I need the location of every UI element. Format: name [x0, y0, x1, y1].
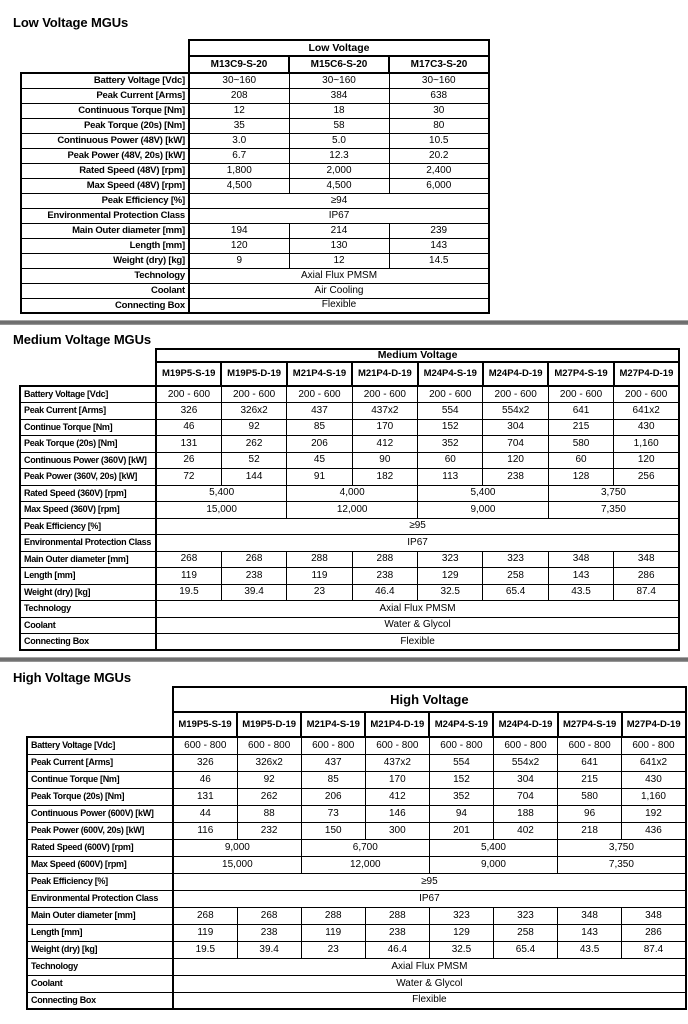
- merged-value-cell: 5,400: [156, 485, 287, 502]
- model-column-header: M19P5-S-19: [173, 712, 237, 737]
- model-column-header: M24P4-D-19: [483, 362, 548, 386]
- row-label: Rated Speed (48V) [rpm]: [21, 163, 189, 178]
- value-cell: 348: [622, 907, 686, 924]
- value-cell: 129: [418, 568, 483, 585]
- value-cell: 268: [221, 551, 286, 568]
- value-cell: 238: [483, 469, 548, 486]
- value-cell: 704: [493, 788, 557, 805]
- row-label: Weight (dry) [kg]: [27, 941, 173, 958]
- value-cell: 92: [237, 771, 301, 788]
- value-cell: 19.5: [173, 941, 237, 958]
- value-cell: 152: [418, 419, 483, 436]
- value-cell: 641: [558, 754, 622, 771]
- model-column-header: M24P4-S-19: [418, 362, 483, 386]
- value-cell: 1,160: [622, 788, 686, 805]
- model-column-header: M27P4-D-19: [622, 712, 686, 737]
- row-label: Max Speed (600V) [rpm]: [27, 856, 173, 873]
- value-cell: 215: [548, 419, 613, 436]
- value-cell: 113: [418, 469, 483, 486]
- merged-value-cell: 9,000: [418, 502, 549, 519]
- value-cell: 258: [493, 924, 557, 941]
- row-label: Continue Torque [Nm]: [27, 771, 173, 788]
- value-cell: 258: [483, 568, 548, 585]
- value-cell: 208: [189, 88, 289, 103]
- row-label: Connecting Box: [21, 298, 189, 313]
- row-label: Peak Current [Arms]: [20, 403, 156, 420]
- value-cell: 256: [614, 469, 679, 486]
- merged-value-cell: 15,000: [173, 856, 301, 873]
- value-cell: 268: [237, 907, 301, 924]
- row-label: Continuous Power (360V) [kW]: [20, 452, 156, 469]
- merged-value-cell: 7,350: [548, 502, 679, 519]
- model-column-header: M24P4-D-19: [493, 712, 557, 737]
- value-cell: 87.4: [614, 584, 679, 601]
- value-cell: 554x2: [483, 403, 548, 420]
- spanning-value-cell: Air Cooling: [189, 283, 489, 298]
- spanning-value-cell: Axial Flux PMSM: [173, 958, 686, 975]
- value-cell: 120: [189, 238, 289, 253]
- model-column-header: M27P4-S-19: [548, 362, 613, 386]
- model-column-header: M19P5-S-19: [156, 362, 221, 386]
- spanning-value-cell: ≥95: [173, 873, 686, 890]
- value-cell: 238: [365, 924, 429, 941]
- value-cell: 288: [301, 907, 365, 924]
- row-label: Environmental Protection Class: [20, 535, 156, 552]
- row-label: Peak Torque (20s) [Nm]: [27, 788, 173, 805]
- value-cell: 43.5: [548, 584, 613, 601]
- value-cell: 46: [173, 771, 237, 788]
- value-cell: 65.4: [483, 584, 548, 601]
- spanning-value-cell: Flexible: [173, 992, 686, 1009]
- value-cell: 120: [483, 452, 548, 469]
- row-label: Rated Speed (360V) [rpm]: [20, 485, 156, 502]
- value-cell: 304: [483, 419, 548, 436]
- value-cell: 600 - 800: [301, 737, 365, 754]
- value-cell: 214: [289, 223, 389, 238]
- value-cell: 60: [548, 452, 613, 469]
- value-cell: 35: [189, 118, 289, 133]
- value-cell: 150: [301, 822, 365, 839]
- value-cell: 92: [221, 419, 286, 436]
- row-label: Main Outer diameter [mm]: [27, 907, 173, 924]
- value-cell: 80: [389, 118, 489, 133]
- row-label: Length [mm]: [27, 924, 173, 941]
- row-label: Connecting Box: [20, 634, 156, 651]
- value-cell: 194: [189, 223, 289, 238]
- value-cell: 182: [352, 469, 417, 486]
- value-cell: 20.2: [389, 148, 489, 163]
- value-cell: 73: [301, 805, 365, 822]
- row-label: Peak Current [Arms]: [27, 754, 173, 771]
- value-cell: 437x2: [365, 754, 429, 771]
- spanning-value-cell: Flexible: [189, 298, 489, 313]
- value-cell: 430: [614, 419, 679, 436]
- row-label: Main Outer diameter [mm]: [21, 223, 189, 238]
- value-cell: 384: [289, 88, 389, 103]
- spanning-value-cell: IP67: [189, 208, 489, 223]
- value-cell: 704: [483, 436, 548, 453]
- value-cell: 60: [418, 452, 483, 469]
- row-label: Peak Efficiency [%]: [21, 193, 189, 208]
- row-label: Peak Efficiency [%]: [20, 518, 156, 535]
- value-cell: 326x2: [221, 403, 286, 420]
- merged-value-cell: 3,750: [558, 839, 686, 856]
- value-cell: 200 - 600: [352, 386, 417, 403]
- value-cell: 580: [558, 788, 622, 805]
- spanning-value-cell: Water & Glycol: [173, 975, 686, 992]
- value-cell: 412: [365, 788, 429, 805]
- value-cell: 286: [622, 924, 686, 941]
- row-label: Coolant: [27, 975, 173, 992]
- value-cell: 437x2: [352, 403, 417, 420]
- value-cell: 238: [221, 568, 286, 585]
- section-high-voltage: [0, 662, 688, 1010]
- value-cell: 215: [558, 771, 622, 788]
- spanning-value-cell: ≥94: [189, 193, 489, 208]
- value-cell: 96: [558, 805, 622, 822]
- value-cell: 39.4: [237, 941, 301, 958]
- value-cell: 43.5: [558, 941, 622, 958]
- merged-value-cell: 9,000: [429, 856, 557, 873]
- high-voltage-spec-table: [26, 686, 687, 1010]
- value-cell: 26: [156, 452, 221, 469]
- value-cell: 218: [558, 822, 622, 839]
- value-cell: 238: [237, 924, 301, 941]
- row-label: Environmental Protection Class: [21, 208, 189, 223]
- value-cell: 554: [418, 403, 483, 420]
- model-column-header: M19P5-D-19: [221, 362, 286, 386]
- spanning-value-cell: IP67: [173, 890, 686, 907]
- value-cell: 600 - 800: [493, 737, 557, 754]
- value-cell: 85: [301, 771, 365, 788]
- value-cell: 600 - 800: [365, 737, 429, 754]
- value-cell: 323: [418, 551, 483, 568]
- spanning-value-cell: Axial Flux PMSM: [189, 268, 489, 283]
- value-cell: 130: [289, 238, 389, 253]
- value-cell: 30~160: [289, 73, 389, 88]
- value-cell: 600 - 800: [237, 737, 301, 754]
- model-column-header: M21P4-S-19: [287, 362, 352, 386]
- value-cell: 554x2: [493, 754, 557, 771]
- value-cell: 348: [614, 551, 679, 568]
- value-cell: 12.3: [289, 148, 389, 163]
- value-cell: 119: [287, 568, 352, 585]
- model-column-header: M13C9-S-20: [189, 56, 289, 73]
- row-label: Continue Torque [Nm]: [20, 419, 156, 436]
- merged-value-cell: 5,400: [418, 485, 549, 502]
- value-cell: 200 - 600: [287, 386, 352, 403]
- value-cell: 119: [173, 924, 237, 941]
- value-cell: 65.4: [493, 941, 557, 958]
- row-label: Environmental Protection Class: [27, 890, 173, 907]
- value-cell: 200 - 600: [483, 386, 548, 403]
- value-cell: 323: [483, 551, 548, 568]
- row-label: Max Speed (360V) [rpm]: [20, 502, 156, 519]
- merged-value-cell: 5,400: [429, 839, 557, 856]
- row-label: Main Outer diameter [mm]: [20, 551, 156, 568]
- value-cell: 90: [352, 452, 417, 469]
- value-cell: 119: [156, 568, 221, 585]
- value-cell: 323: [493, 907, 557, 924]
- value-cell: 144: [221, 469, 286, 486]
- spanning-value-cell: Water & Glycol: [156, 617, 679, 634]
- value-cell: 412: [352, 436, 417, 453]
- value-cell: 352: [418, 436, 483, 453]
- value-cell: 326: [156, 403, 221, 420]
- value-cell: 44: [173, 805, 237, 822]
- value-cell: 46.4: [365, 941, 429, 958]
- row-label: Battery Voltage [Vdc]: [20, 386, 156, 403]
- value-cell: 46: [156, 419, 221, 436]
- value-cell: 348: [548, 551, 613, 568]
- value-cell: 120: [614, 452, 679, 469]
- value-cell: 352: [429, 788, 493, 805]
- value-cell: 23: [301, 941, 365, 958]
- value-cell: 30~160: [189, 73, 289, 88]
- value-cell: 12: [189, 103, 289, 118]
- model-column-header: M19P5-D-19: [237, 712, 301, 737]
- model-column-header: M17C3-S-20: [389, 56, 489, 73]
- row-label: Battery Voltage [Vdc]: [21, 73, 189, 88]
- value-cell: 30: [389, 103, 489, 118]
- merged-value-cell: 4,000: [287, 485, 418, 502]
- row-label: Peak Power (360V, 20s) [kW]: [20, 469, 156, 486]
- value-cell: 85: [287, 419, 352, 436]
- merged-value-cell: 7,350: [558, 856, 686, 873]
- row-label: Length [mm]: [20, 568, 156, 585]
- value-cell: 600 - 800: [429, 737, 493, 754]
- medium-voltage-spec-table: [19, 348, 680, 651]
- value-cell: 206: [301, 788, 365, 805]
- low-voltage-section-title: Low Voltage MGUs: [13, 15, 129, 30]
- value-cell: 87.4: [622, 941, 686, 958]
- medium-voltage-section-title: Medium Voltage MGUs: [13, 332, 151, 347]
- value-cell: 201: [429, 822, 493, 839]
- value-cell: 4,500: [289, 178, 389, 193]
- value-cell: 288: [287, 551, 352, 568]
- row-label: Peak Current [Arms]: [21, 88, 189, 103]
- value-cell: 119: [301, 924, 365, 941]
- row-label: Technology: [27, 958, 173, 975]
- value-cell: 641x2: [614, 403, 679, 420]
- value-cell: 10.5: [389, 133, 489, 148]
- value-cell: 262: [237, 788, 301, 805]
- value-cell: 30~160: [389, 73, 489, 88]
- value-cell: 6,000: [389, 178, 489, 193]
- value-cell: 262: [221, 436, 286, 453]
- merged-value-cell: 3,750: [548, 485, 679, 502]
- value-cell: 437: [287, 403, 352, 420]
- value-cell: 143: [548, 568, 613, 585]
- model-column-header: M27P4-S-19: [558, 712, 622, 737]
- row-label: Technology: [20, 601, 156, 618]
- value-cell: 268: [173, 907, 237, 924]
- row-label: Peak Power (48V, 20s) [kW]: [21, 148, 189, 163]
- value-cell: 600 - 800: [173, 737, 237, 754]
- row-label: Peak Power (600V, 20s) [kW]: [27, 822, 173, 839]
- value-cell: 326x2: [237, 754, 301, 771]
- value-cell: 641: [548, 403, 613, 420]
- row-label: Technology: [21, 268, 189, 283]
- merged-value-cell: 9,000: [173, 839, 301, 856]
- value-cell: 9: [189, 253, 289, 268]
- value-cell: 143: [389, 238, 489, 253]
- model-column-header: M27P4-D-19: [614, 362, 679, 386]
- section-medium-voltage: [0, 325, 688, 651]
- value-cell: 437: [301, 754, 365, 771]
- corner-spacer: [21, 40, 189, 73]
- value-cell: 232: [237, 822, 301, 839]
- value-cell: 94: [429, 805, 493, 822]
- row-label: Peak Torque (20s) [Nm]: [20, 436, 156, 453]
- value-cell: 200 - 600: [156, 386, 221, 403]
- value-cell: 129: [429, 924, 493, 941]
- value-cell: 238: [352, 568, 417, 585]
- value-cell: 638: [389, 88, 489, 103]
- value-cell: 6.7: [189, 148, 289, 163]
- value-cell: 600 - 800: [622, 737, 686, 754]
- row-label: Weight (dry) [kg]: [20, 584, 156, 601]
- value-cell: 46.4: [352, 584, 417, 601]
- value-cell: 170: [352, 419, 417, 436]
- value-cell: 200 - 600: [418, 386, 483, 403]
- model-column-header: M21P4-D-19: [365, 712, 429, 737]
- value-cell: 1,800: [189, 163, 289, 178]
- row-label: Peak Torque (20s) [Nm]: [21, 118, 189, 133]
- value-cell: 239: [389, 223, 489, 238]
- value-cell: 5.0: [289, 133, 389, 148]
- value-cell: 116: [173, 822, 237, 839]
- value-cell: 192: [622, 805, 686, 822]
- row-label: Continuous Power (600V) [kW]: [27, 805, 173, 822]
- value-cell: 326: [173, 754, 237, 771]
- corner-spacer: [27, 687, 173, 737]
- spanning-value-cell: IP67: [156, 535, 679, 552]
- model-column-header: M21P4-S-19: [301, 712, 365, 737]
- merged-value-cell: 15,000: [156, 502, 287, 519]
- spanning-value-cell: Flexible: [156, 634, 679, 651]
- value-cell: 143: [558, 924, 622, 941]
- spanning-value-cell: ≥95: [156, 518, 679, 535]
- value-cell: 323: [429, 907, 493, 924]
- model-column-header: M24P4-S-19: [429, 712, 493, 737]
- value-cell: 14.5: [389, 253, 489, 268]
- row-label: Continuous Power (48V) [kW]: [21, 133, 189, 148]
- row-label: Coolant: [21, 283, 189, 298]
- value-cell: 641x2: [622, 754, 686, 771]
- value-cell: 32.5: [429, 941, 493, 958]
- value-cell: 206: [287, 436, 352, 453]
- value-cell: 52: [221, 452, 286, 469]
- value-cell: 32.5: [418, 584, 483, 601]
- row-label: Coolant: [20, 617, 156, 634]
- corner-spacer: [20, 349, 156, 386]
- value-cell: 1,160: [614, 436, 679, 453]
- merged-value-cell: 12,000: [287, 502, 418, 519]
- value-cell: 88: [237, 805, 301, 822]
- value-cell: 12: [289, 253, 389, 268]
- value-cell: 45: [287, 452, 352, 469]
- value-cell: 188: [493, 805, 557, 822]
- section-low-voltage: [0, 0, 688, 314]
- high-voltage-section-title: High Voltage MGUs: [13, 670, 131, 685]
- value-cell: 2,000: [289, 163, 389, 178]
- value-cell: 91: [287, 469, 352, 486]
- value-cell: 430: [622, 771, 686, 788]
- value-cell: 268: [156, 551, 221, 568]
- spanning-value-cell: Axial Flux PMSM: [156, 601, 679, 618]
- value-cell: 436: [622, 822, 686, 839]
- row-label: Battery Voltage [Vdc]: [27, 737, 173, 754]
- value-cell: 131: [173, 788, 237, 805]
- value-cell: 286: [614, 568, 679, 585]
- merged-value-cell: 6,700: [301, 839, 429, 856]
- value-cell: 19.5: [156, 584, 221, 601]
- row-label: Peak Efficiency [%]: [27, 873, 173, 890]
- value-cell: 200 - 600: [614, 386, 679, 403]
- row-label: Max Speed (48V) [rpm]: [21, 178, 189, 193]
- value-cell: 131: [156, 436, 221, 453]
- low-voltage-spec-table: [20, 39, 490, 314]
- model-column-header: M21P4-D-19: [352, 362, 417, 386]
- value-cell: 580: [548, 436, 613, 453]
- value-cell: 3.0: [189, 133, 289, 148]
- value-cell: 304: [493, 771, 557, 788]
- value-cell: 554: [429, 754, 493, 771]
- row-label: Length [mm]: [21, 238, 189, 253]
- value-cell: 58: [289, 118, 389, 133]
- value-cell: 200 - 600: [548, 386, 613, 403]
- row-label: Rated Speed (600V) [rpm]: [27, 839, 173, 856]
- value-cell: 288: [365, 907, 429, 924]
- value-cell: 170: [365, 771, 429, 788]
- value-cell: 128: [548, 469, 613, 486]
- row-label: Connecting Box: [27, 992, 173, 1009]
- value-cell: 200 - 600: [221, 386, 286, 403]
- model-column-header: M15C6-S-20: [289, 56, 389, 73]
- group-header: Low Voltage: [189, 40, 489, 56]
- value-cell: 300: [365, 822, 429, 839]
- value-cell: 348: [558, 907, 622, 924]
- value-cell: 23: [287, 584, 352, 601]
- row-label: Continuous Torque [Nm]: [21, 103, 189, 118]
- value-cell: 600 - 800: [558, 737, 622, 754]
- group-header: High Voltage: [173, 687, 686, 712]
- group-header: Medium Voltage: [156, 349, 679, 362]
- row-label: Weight (dry) [kg]: [21, 253, 189, 268]
- value-cell: 4,500: [189, 178, 289, 193]
- value-cell: 18: [289, 103, 389, 118]
- value-cell: 402: [493, 822, 557, 839]
- value-cell: 39.4: [221, 584, 286, 601]
- value-cell: 146: [365, 805, 429, 822]
- value-cell: 288: [352, 551, 417, 568]
- value-cell: 2,400: [389, 163, 489, 178]
- value-cell: 72: [156, 469, 221, 486]
- merged-value-cell: 12,000: [301, 856, 429, 873]
- value-cell: 152: [429, 771, 493, 788]
